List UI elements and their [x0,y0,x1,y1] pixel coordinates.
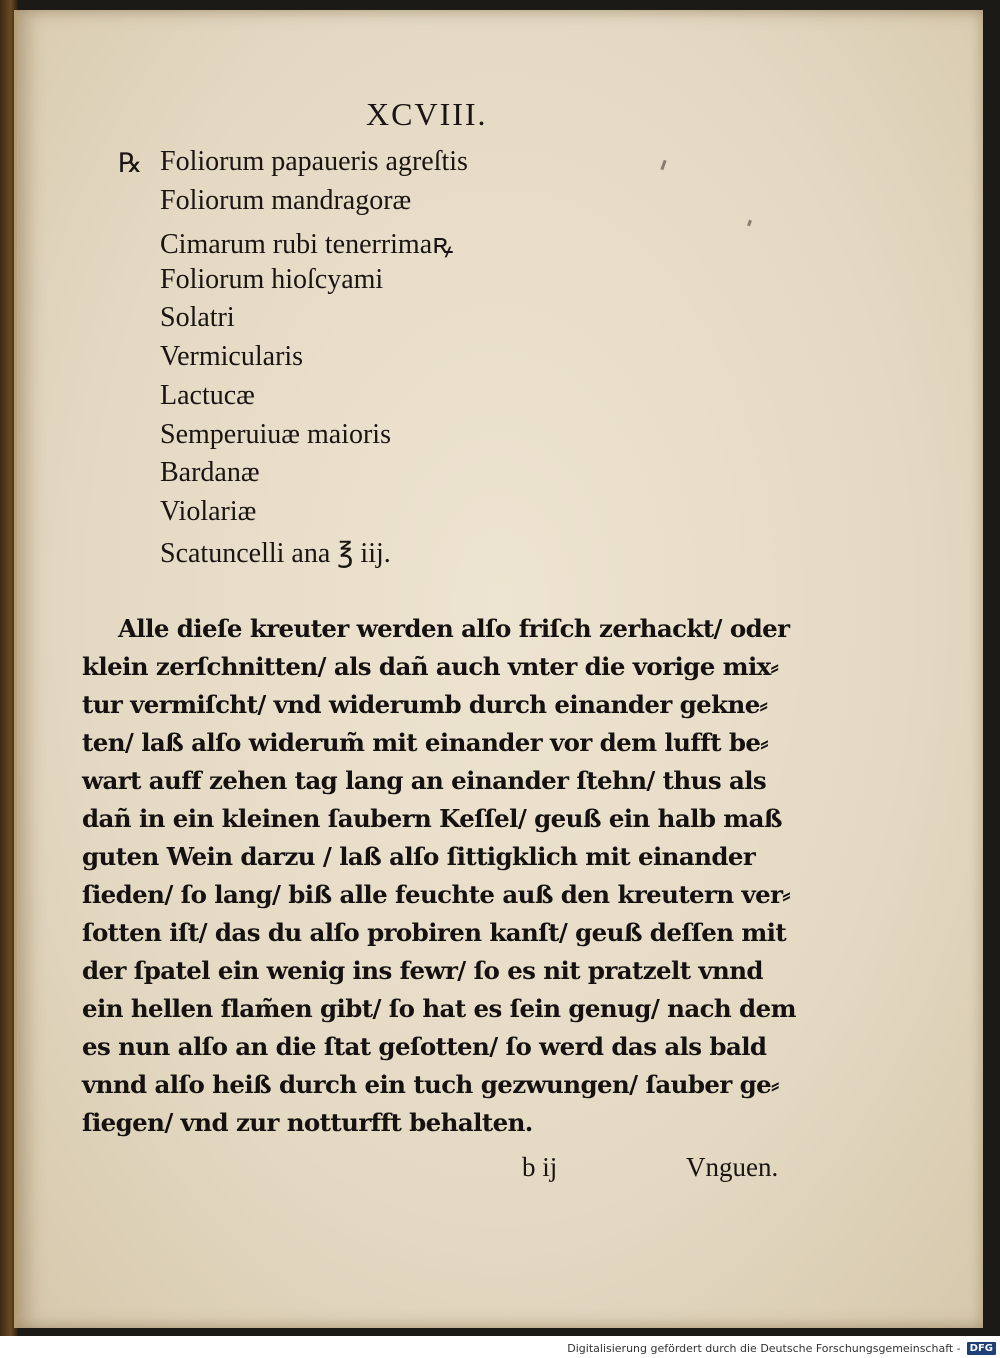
recipe-symbol: ℞ [118,148,143,179]
ingredient-item: Lactucæ [160,380,255,411]
paragraph-line: tur vermiſcht/ vnd widerumb durch einander gekne⸗ [82,690,768,719]
funding-note: Digitalisierung gefördert durch die Deutsche Forschungsgemeinschaft - [567,1341,961,1355]
dfg-logo: DFG [967,1342,996,1355]
signature-mark: b ij [522,1152,558,1182]
paragraph-line: klein zerſchnitten/ als dañ auch vnter die vorige mix⸗ [82,652,779,681]
ingredient-item: Bardanæ [160,457,260,488]
paragraph-line: wart auff zehen tag lang an einander ſtehn/ thus als [82,766,767,795]
ingredient-item: Semperuiuæ maioris [160,419,391,450]
ingredient-item: Violariæ [160,496,257,527]
paragraph-line: guten Wein darzu / laß alſo ſittigklich mit einander [82,842,756,871]
ingredient-item: Foliorum mandragoræ [160,185,412,216]
paragraph-line: ſotten iſt/ das du alſo probiren kanſt/ geuß deſſen mit [82,918,787,947]
ingredient-item: Solatri [160,302,235,333]
ingredient-item: Cimarum rubi tenerrimaꝶ [160,229,454,260]
ingredient-item: Vermicularis [160,341,304,372]
catchword: Vnguen. [686,1152,779,1182]
paragraph-line: es nun alſo an die ſtat geſotten/ ſo werd das als bald [82,1032,767,1061]
paragraph-line: Alle dieſe kreuter werden alſo friſch zerhackt/ oder [118,614,790,643]
ingredient-item: Foliorum papaueris agreſtis [160,146,468,177]
paragraph-line: dañ in ein kleinen ſaubern Keſſel/ geuß ein halb maß [82,804,782,833]
paragraph-line: ſieden/ ſo lang/ biß alle feuchte auß den kreutern ver⸗ [82,880,790,909]
paragraph-line: ein hellen flam̃en gibt/ ſo hat es ſein genug/ nach dem [82,994,796,1023]
ingredient-item: Scatuncelli ana ℥ iij. [160,538,391,569]
paragraph-line: ſiegen/ vnd zur notturfft behalten. [82,1108,533,1137]
ingredient-item: Foliorum hioſcyami [160,264,384,295]
paragraph-line: vnnd alſo heiß durch ein tuch gezwungen/ ſauber ge⸗ [82,1070,779,1099]
folio-number: XCVIII. [366,96,488,132]
funding-footer [567,1338,1000,1358]
paragraph-line: der ſpatel ein wenig ins fewr/ ſo es nit pratzelt vnnd [82,956,763,985]
paragraph-line: ten/ laß alſo widerum̃ mit einander vor dem lufft be⸗ [82,728,768,757]
